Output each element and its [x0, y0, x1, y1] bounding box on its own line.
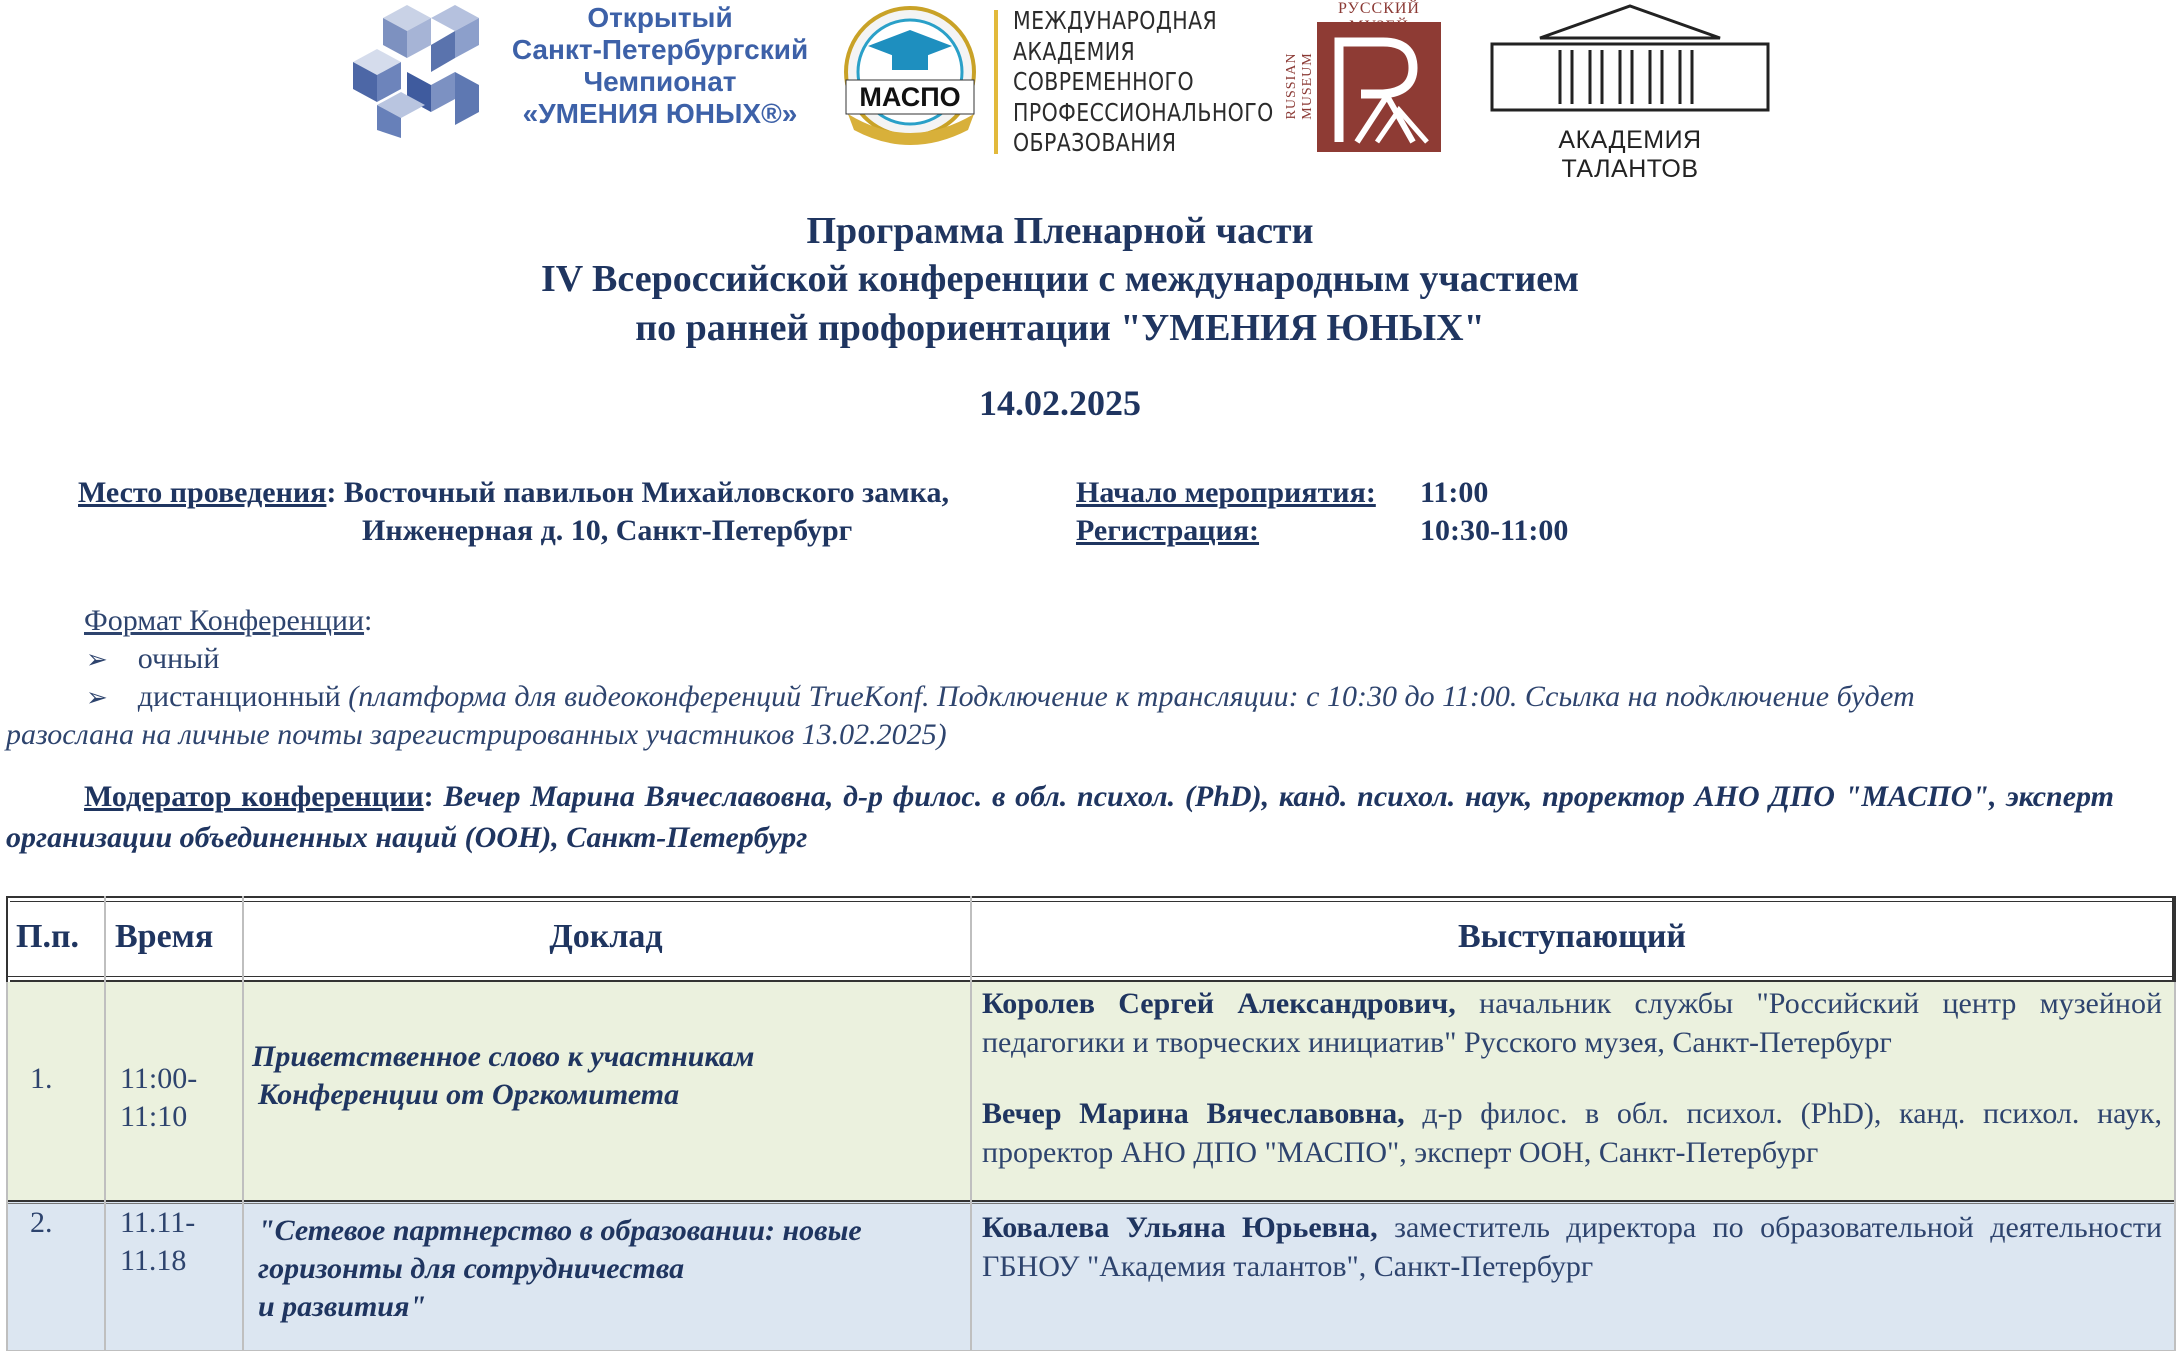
maspo-line-1: МЕЖДУНАРОДНАЯ [1013, 6, 1218, 35]
venue-colon: : [326, 476, 337, 509]
format-colon: : [364, 604, 373, 637]
row-2-time-start: 11.11- [120, 1206, 196, 1239]
row-2-speaker-1-name: Ковалева Ульяна Юрьевна, [982, 1211, 1378, 1244]
maspo-divider [994, 10, 998, 154]
skills-line-2: Санкт-Петербургский [511, 34, 809, 65]
row-1-speaker-2-role: д-р филос. в обл. психол. (PhD), канд. психол. наук, проректор АНО ДПО "МАСПО", эксперт ООН, Санкт-Петербург [982, 1097, 2163, 1169]
skills-championship-logo [345, 0, 815, 140]
russian-museum-r-icon [1317, 22, 1441, 152]
format-bullet-1 [86, 640, 219, 679]
row-2-talk-line-1: "Сетевое партнерство в образовании: новые [258, 1214, 862, 1247]
title-line-3: по ранней профориентации "УМЕНИЯ ЮНЫХ" [635, 307, 1485, 349]
start-time: 11:00 [1420, 476, 1489, 509]
row-2-time-end: 11.18 [120, 1244, 187, 1277]
moderator-label: Модератор конференции [84, 780, 424, 813]
russian-museum-en-label: RUSSIAN MUSEUM [1284, 52, 1315, 120]
registration-time: 10:30-11:00 [1420, 514, 1569, 547]
russian-museum-logo [1284, 0, 1453, 155]
skills-line-3: Чемпионат [583, 66, 737, 97]
format-label: Формат Конференции [84, 604, 365, 637]
format-remote-note-2: разослана на личные почты зарегистрированных участников 13.02.2025) [6, 718, 947, 751]
building-icon [1490, 4, 1770, 122]
venue-address-1: Восточный павильон Михайловского замка, [343, 476, 950, 509]
row-2-speaker-1 [982, 1208, 2162, 1286]
row-1-speaker-1-name: Королев Сергей Александрович, [982, 987, 1456, 1020]
svg-text:МАСПО: МАСПО [859, 82, 961, 112]
row-1-talk-line-1: Приветственное слово к участникам [252, 1040, 755, 1073]
row-1-time-end: 11:10 [120, 1100, 188, 1133]
event-date: 14.02.2025 [979, 383, 1141, 423]
moderator-block [6, 776, 2114, 858]
moderator-text: Вечер Марина Вячеславовна, д-р филос. в обл. психол. (PhD), канд. психол. наук, проректор АНО ДПО "МАСПО", эксперт организации объединенных наций (ООН), Санкт-Петербург [6, 780, 2114, 854]
talents-academy-label: АКАДЕМИЯ ТАЛАНТОВ [1558, 126, 1702, 183]
program-table [6, 896, 2176, 1359]
row-1-speaker-1 [982, 984, 2162, 1062]
header-talk: Доклад [549, 918, 663, 955]
row-1-num: 1. [30, 1062, 53, 1095]
skills-line-4: «УМЕНИЯ ЮНЫХ®» [522, 98, 798, 129]
venue-line-1 [78, 474, 949, 512]
venue-address-2: Инженерная д. 10, Санкт-Петербург [362, 514, 853, 547]
start-label: Начало мероприятия: [1076, 476, 1376, 509]
row-1-talk-line-2: Конференции от Оргкомитета [258, 1078, 680, 1111]
arrow-bullet-icon: ➢ [86, 683, 108, 713]
talents-academy-logo [1490, 4, 1770, 183]
row-2-talk-line-3: и развития" [258, 1290, 427, 1323]
maspo-logo [828, 2, 1274, 157]
maspo-line-3: СОВРЕМЕННОГО [1013, 67, 1195, 96]
row-2-num: 2. [30, 1206, 53, 1239]
header-time: Время [115, 918, 214, 955]
arrow-bullet-icon: ➢ [86, 645, 108, 675]
row-1-speaker-2 [982, 1094, 2162, 1172]
maspo-line-4: ПРОФЕССИОНАЛЬНОГО [1013, 97, 1274, 127]
maspo-emblem-icon [828, 2, 998, 157]
row-2-talk-line-2: горизонты для сотрудничества [258, 1252, 685, 1285]
skills-line-1: Открытый [587, 2, 733, 33]
maspo-logo-text [1013, 6, 1274, 159]
registration-label: Регистрация: [1076, 514, 1260, 547]
maspo-line-2: АКАДЕМИЯ [1013, 36, 1136, 66]
row-1-speaker-1-role: начальник службы "Российский центр музейной педагогики и творческих инициатив" Русского музея, Санкт-Петербург [982, 987, 2163, 1059]
venue-label: Место проведения [78, 476, 327, 509]
title-line-1: Программа Пленарной части [806, 210, 1314, 252]
row-2-speaker-1-role: заместитель директора по образовательной деятельности ГБНОУ "Академия талантов", Санкт-Петербург [982, 1211, 2162, 1283]
row-1-speaker-2-name: Вечер Марина Вячеславовна, [982, 1097, 1405, 1130]
title-line-2: IV Всероссийской конференции с международным участием [540, 258, 1580, 300]
format-in-person: очный [137, 642, 220, 675]
format-heading [84, 602, 372, 640]
format-remote-note: (платформа для видеоконференций TrueKonf. Подключение к трансляции: с 10:30 до 11:00. Ссылка на подключение будет [348, 680, 1915, 713]
russian-museum-ru-label: РУССКИЙ [1338, 0, 1420, 17]
skills-logo-text [495, 2, 825, 130]
format-remote: дистанционный [137, 680, 341, 713]
header-num: П.п. [16, 918, 80, 955]
moderator-colon: : [423, 780, 434, 813]
header-speaker: Выступающий [1457, 918, 1687, 955]
maspo-line-5: ОБРАЗОВАНИЯ [1013, 128, 1177, 157]
format-bullet-2 [86, 678, 1915, 717]
cubes-icon [345, 0, 505, 140]
row-1-time-start: 11:00- [120, 1062, 198, 1095]
